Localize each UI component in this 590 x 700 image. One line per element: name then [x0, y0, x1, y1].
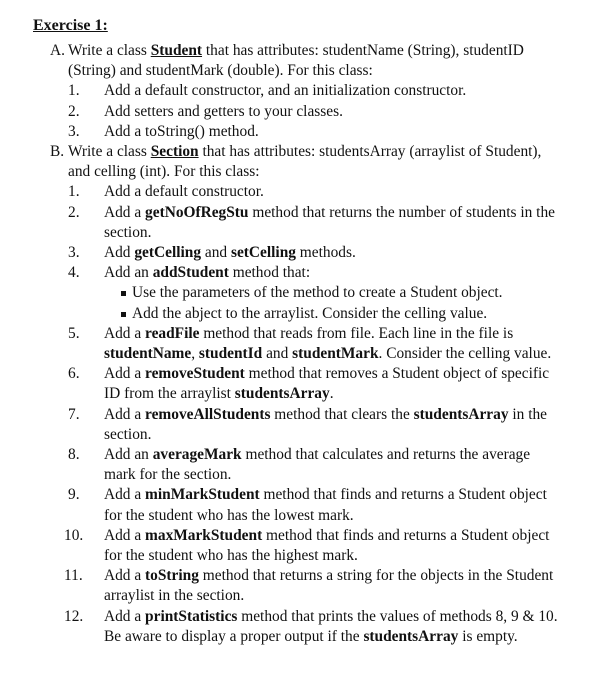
list-item — [50, 566, 562, 606]
section-b-pre: Write a class — [68, 143, 151, 160]
method-name: getCelling — [134, 244, 202, 262]
class-name-student: Student — [150, 42, 203, 59]
item-text: Add a toString() method. — [104, 122, 259, 140]
item-text: method that removes a Student object of specific ID from the arraylist — [104, 365, 550, 403]
section-b-letter: B. — [50, 143, 65, 160]
section-b-list — [50, 182, 562, 647]
list-item — [50, 203, 562, 243]
item-number: 7. — [68, 405, 80, 423]
section-a-pre: Write a class — [68, 42, 151, 59]
item-text: Add an — [104, 264, 153, 282]
item-text: method that: — [228, 264, 311, 282]
method-name: toString — [145, 567, 199, 585]
section-b — [50, 142, 562, 647]
item-text: is empty. — [458, 627, 518, 645]
list-item — [50, 607, 562, 647]
item-number: 2. — [68, 102, 80, 120]
method-name: removeStudent — [145, 365, 245, 383]
method-name: readFile — [145, 324, 200, 342]
list-item — [50, 81, 562, 101]
item-text: Add a — [104, 526, 146, 544]
item-text: Add a — [104, 324, 146, 342]
section-b-post: that has attributes: studentsArray (arraylist of Student), and celling (int). For this class: — [68, 143, 542, 181]
section-b-heading — [50, 142, 562, 182]
method-name: printStatistics — [145, 607, 238, 625]
item-text: Add a — [104, 203, 146, 221]
field-name: studentMark — [292, 345, 379, 363]
bullet-text: Use the parameters of the method to create a Student object. — [132, 284, 503, 302]
item-text: and — [262, 345, 293, 363]
field-name: studentId — [198, 345, 263, 363]
list-item — [50, 364, 562, 404]
method-name: addStudent — [152, 264, 229, 282]
field-name: studentsArray — [413, 405, 509, 423]
item-text: method that calculates and returns the average mark for the section. — [104, 446, 531, 484]
item-number: 1. — [68, 183, 80, 201]
item-number: 8. — [68, 446, 80, 464]
item-text: Add a — [104, 607, 146, 625]
item-number: 11. — [64, 567, 83, 585]
list-item — [50, 445, 562, 485]
list-item — [50, 263, 562, 324]
bullet-item — [104, 283, 562, 303]
item-number: 6. — [68, 365, 80, 383]
item-number: 3. — [68, 122, 80, 140]
list-item — [50, 485, 562, 525]
list-item — [50, 526, 562, 566]
item-text: method that finds and returns a Student object for the student who has the lowest mark. — [104, 486, 547, 524]
list-item — [50, 182, 562, 202]
item-text: Add an — [104, 446, 153, 464]
method-name: getNoOfRegStu — [145, 203, 249, 221]
item-text: method that prints the values of methods 8, 9 & 10. Be aware to display a proper output if the — [104, 607, 558, 645]
list-item — [50, 243, 562, 263]
item-text: Add a default constructor, and an initialization constructor. — [104, 82, 467, 100]
item-number: 9. — [68, 486, 80, 504]
item-text: Add a default constructor. — [104, 183, 264, 201]
item-text: Add — [104, 244, 135, 262]
item-text: method that finds and returns a Student object for the student who has the highest mark. — [104, 526, 550, 565]
item-number: 5. — [68, 324, 80, 342]
item-number: 1. — [68, 82, 80, 100]
item-number: 10. — [64, 526, 84, 544]
method-name: averageMark — [152, 446, 242, 464]
item-number: 4. — [68, 264, 80, 282]
method-name: minMarkStudent — [145, 486, 260, 504]
method-name: setCelling — [230, 244, 296, 262]
item-text: Add setters and getters to your classes. — [104, 102, 343, 120]
item-text: Add a — [104, 567, 146, 585]
item-number: 3. — [68, 244, 80, 262]
item-text: , — [191, 345, 199, 363]
section-a-list — [50, 81, 562, 142]
item-text: and — [201, 244, 231, 262]
item-text: method that returns the number of students in the section. — [104, 203, 555, 241]
list-item — [50, 102, 562, 122]
item-text: Add a — [104, 365, 146, 383]
item-text: Add a — [104, 486, 146, 504]
section-a-post: that has attributes: studentName (String), studentID (String) and studentMark (double). For this class: — [68, 42, 524, 80]
list-item — [50, 122, 562, 142]
section-a — [50, 41, 562, 142]
bullet-item — [104, 304, 562, 324]
item-text: method that clears the — [270, 405, 414, 423]
item-text: . Consider the celling value. — [378, 345, 552, 363]
bullet-square-icon — [121, 291, 126, 296]
item-text: . — [329, 385, 334, 403]
method-name: removeAllStudents — [145, 405, 271, 423]
item-text: Add a — [104, 405, 146, 423]
bullet-square-icon — [121, 312, 126, 317]
bullet-text: Add the abject to the arraylist. Consider the celling value. — [132, 304, 488, 322]
list-item — [50, 324, 562, 364]
bullet-list — [104, 283, 562, 323]
list-item — [50, 405, 562, 445]
section-a-heading — [50, 41, 562, 81]
field-name: studentName — [104, 345, 192, 363]
field-name: studentsArray — [234, 385, 330, 403]
class-name-section: Section — [150, 143, 199, 160]
item-text: in the section. — [104, 405, 548, 443]
item-text: method that returns a string for the objects in the Student arraylist in the section. — [104, 567, 554, 605]
method-name: maxMarkStudent — [145, 526, 263, 544]
exercise-title: Exercise 1: — [33, 17, 108, 34]
item-number: 2. — [68, 203, 80, 221]
item-text: method that reads from file. Each line in the file is — [199, 324, 514, 342]
item-text: methods. — [295, 244, 356, 262]
item-number: 12. — [64, 607, 84, 625]
section-a-letter: A. — [50, 42, 65, 59]
field-name: studentsArray — [363, 627, 459, 645]
